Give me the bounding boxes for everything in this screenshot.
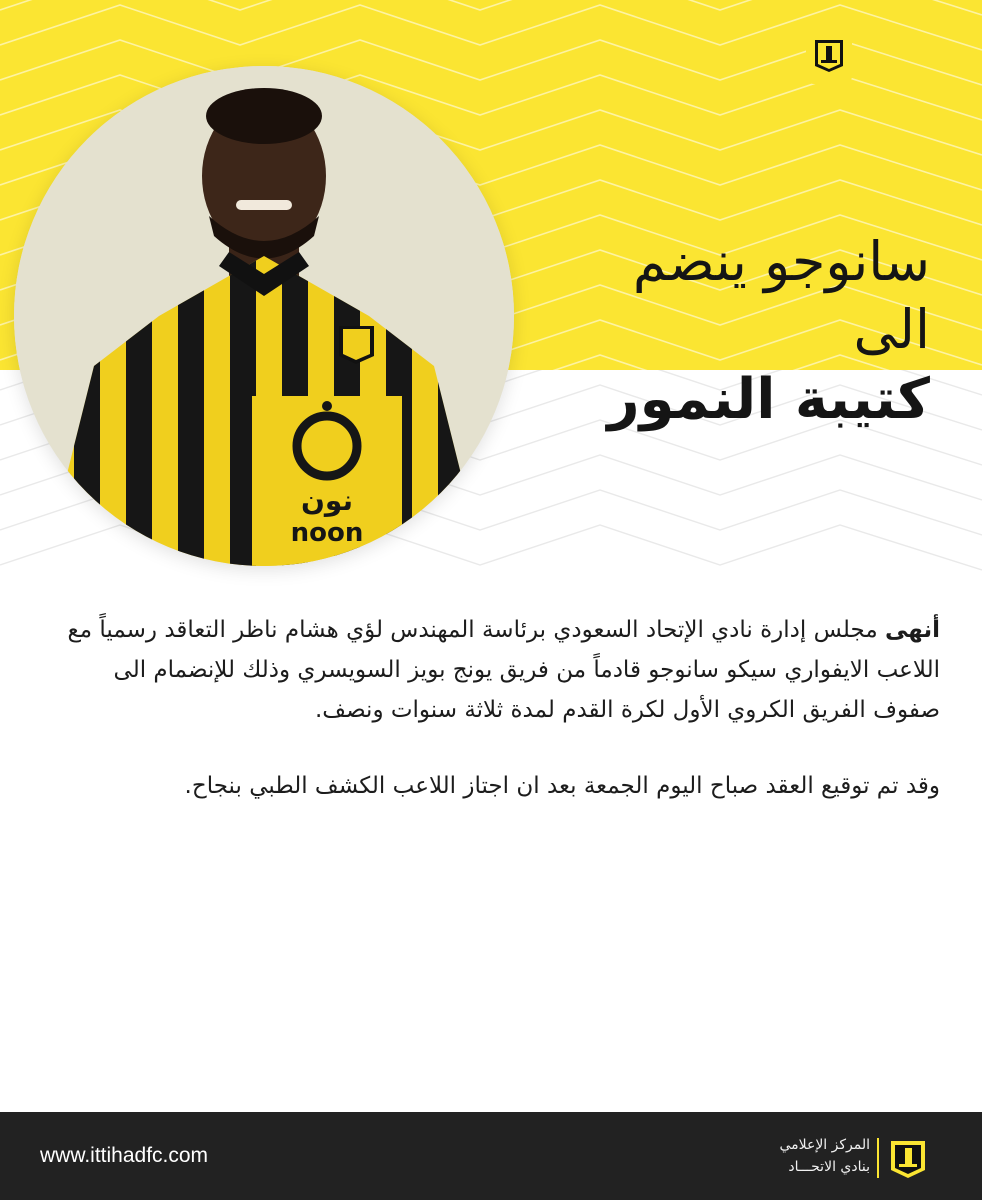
player-photo — [14, 66, 514, 566]
sponsor-latin: noon — [290, 518, 364, 548]
footer-divider — [877, 1138, 879, 1178]
paragraph-lead: أنهى — [885, 617, 940, 643]
paragraph-1-text: مجلس إدارة نادي الإتحاد السعودي برئاسة المهندس لؤي هشام ناظر التعاقد رسمياً مع اللاعب الايفواري سيكو سانوجو قادماً من فريق يونج بويز السويسري وذلك للإنضمام الى صفوف الفريق الكروي الأول لكرة القدم لمدة ثلاثة سنوات ونصف. — [67, 617, 940, 723]
club-logo — [806, 28, 852, 84]
footer — [0, 1112, 982, 1200]
media-line-2: بنادي الاتحـــاد — [788, 1159, 870, 1175]
article-paragraph-2: وقد تم توقيع العقد صباح اليوم الجمعة بعد ان اجتاز اللاعب الكشف الطبي بنجاح. — [184, 773, 940, 799]
sponsor-arabic: نون — [301, 484, 353, 517]
headline-line-1: سانوجو ينضم — [632, 230, 930, 293]
article-paragraph-1 — [40, 610, 940, 730]
article-body — [40, 610, 940, 842]
media-line-1: المركز الإعلامي — [779, 1137, 870, 1153]
media-center-label — [779, 1134, 870, 1178]
headline — [570, 228, 930, 436]
club-logo-icon — [888, 1138, 928, 1182]
website-link[interactable]: www.ittihadfc.com — [40, 1144, 209, 1167]
footer-logo — [888, 1138, 928, 1182]
headline-line-2: الى — [853, 298, 930, 361]
club-logo-icon — [813, 38, 845, 74]
headline-line-3: كتيبة النمور — [607, 367, 930, 432]
